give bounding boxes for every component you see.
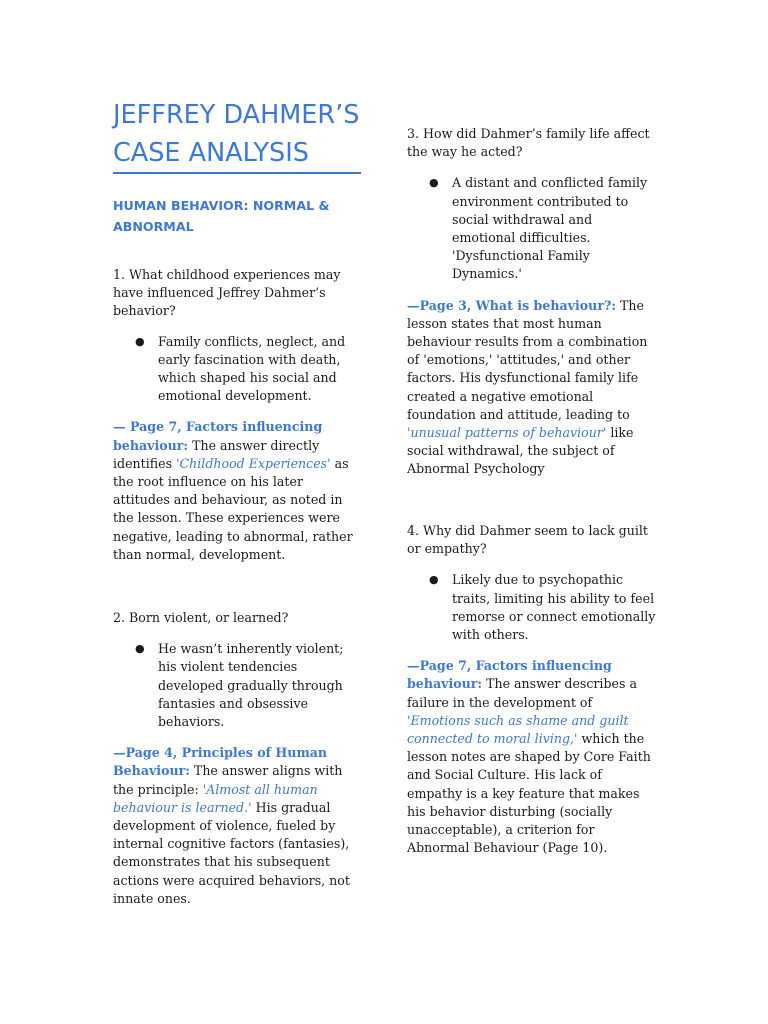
answer-4-bullet — [407, 571, 659, 644]
analysis-3-quote: 'unusual patterns of behaviour' — [407, 425, 607, 441]
answer-4-list — [407, 571, 659, 644]
answer-1-text: Family conflicts, neglect, and early fascination with death, which shaped his social and emotional development. — [158, 333, 346, 404]
analysis-2-text-a: The answer aligns with the principle: — [113, 763, 343, 797]
answer-1-bullet — [113, 333, 363, 406]
analysis-3-reference: —Page 3, What is behaviour?: — [407, 297, 616, 313]
analysis-4 — [407, 657, 659, 857]
analysis-1-text-b: as the root influence on his later attitudes and behaviour, as noted in the lesson. These experiences were negative, leading to abnormal, rather than normal, development. — [113, 455, 353, 562]
analysis-4-quote: 'Emotions such as shame and guilt connected to moral living,' — [407, 712, 629, 747]
bullet-icon: ● — [429, 176, 439, 190]
question-4-block — [407, 522, 659, 857]
analysis-4-text-b: which the lesson notes are shaped by Core Faith and Social Culture. His lack of empathy is a key feature that makes his behavior disturbing (socially unacceptable), a criterion for Abnormal Behaviour (Page 10). — [407, 731, 651, 856]
question-2: 2. Born violent, or learned? — [113, 610, 289, 625]
question-2-block — [113, 609, 363, 908]
question-4: 4. Why did Dahmer seem to lack guilt or empathy? — [407, 523, 648, 557]
bullet-icon: ● — [135, 334, 145, 348]
answer-2-bullet — [113, 640, 363, 731]
analysis-1 — [113, 418, 363, 564]
document-title: JEFFREY DAHMER’S CASE ANALYSIS — [113, 100, 360, 168]
answer-2-list — [113, 640, 363, 731]
analysis-4-text-a: The answer describes a failure in the development of — [407, 676, 637, 710]
question-3-block — [407, 125, 659, 479]
question-3: 3. How did Dahmer’s family life affect the way he acted? — [407, 126, 650, 160]
title-divider — [113, 172, 361, 174]
analysis-4-reference: —Page 7, Factors influencing behaviour: — [407, 658, 612, 692]
answer-3-text: A distant and conflicted family environment contributed to social withdrawal and emotional difficulties. 'Dysfunctional Family Dynamics.' — [452, 175, 648, 282]
analysis-1-text-a: The answer directly identifies — [113, 437, 320, 471]
analysis-2-text-b: His gradual development of violence, fueled by internal cognitive factors (fantasies), demonstrates that his subsequent actions were acquired behaviors, not innate ones. — [113, 799, 350, 906]
analysis-1-reference: — Page 7, Factors influencing behaviour: — [113, 419, 323, 453]
analysis-3-text-a: The lesson states that most human behaviour results from a combination of 'emotions,' 'attitudes,' and other factors. His dysfunctional family life created a negative emotional foundation and attitude, leading to — [407, 297, 648, 422]
answer-1-list — [113, 333, 363, 406]
question-1-block — [113, 266, 363, 564]
section-heading: HUMAN BEHAVIOR: NORMAL & ABNORMAL — [113, 198, 330, 234]
analysis-3-text-b: like social withdrawal, the subject of Abnormal Psychology — [407, 425, 634, 477]
analysis-2 — [113, 744, 363, 908]
answer-3-bullet — [407, 174, 659, 283]
answer-2-text: He wasn’t inherently violent; his violent tendencies developed gradually through fantasies and obsessive behaviors. — [158, 641, 344, 730]
analysis-2-reference: —Page 4, Principles of Human Behaviour: — [113, 745, 328, 779]
question-1: 1. What childhood experiences may have influenced Jeffrey Dahmer’s behavior? — [113, 267, 341, 319]
bullet-icon: ● — [429, 573, 439, 587]
answer-4-text: Likely due to psychopathic traits, limiting his ability to feel remorse or connect emotionally with others. — [452, 572, 656, 643]
bullet-icon: ● — [135, 642, 145, 656]
analysis-1-quote: 'Childhood Experiences' — [176, 455, 331, 471]
analysis-3 — [407, 297, 659, 479]
analysis-2-quote: 'Almost all human behaviour is learned.' — [113, 781, 318, 815]
answer-3-list — [407, 174, 659, 283]
